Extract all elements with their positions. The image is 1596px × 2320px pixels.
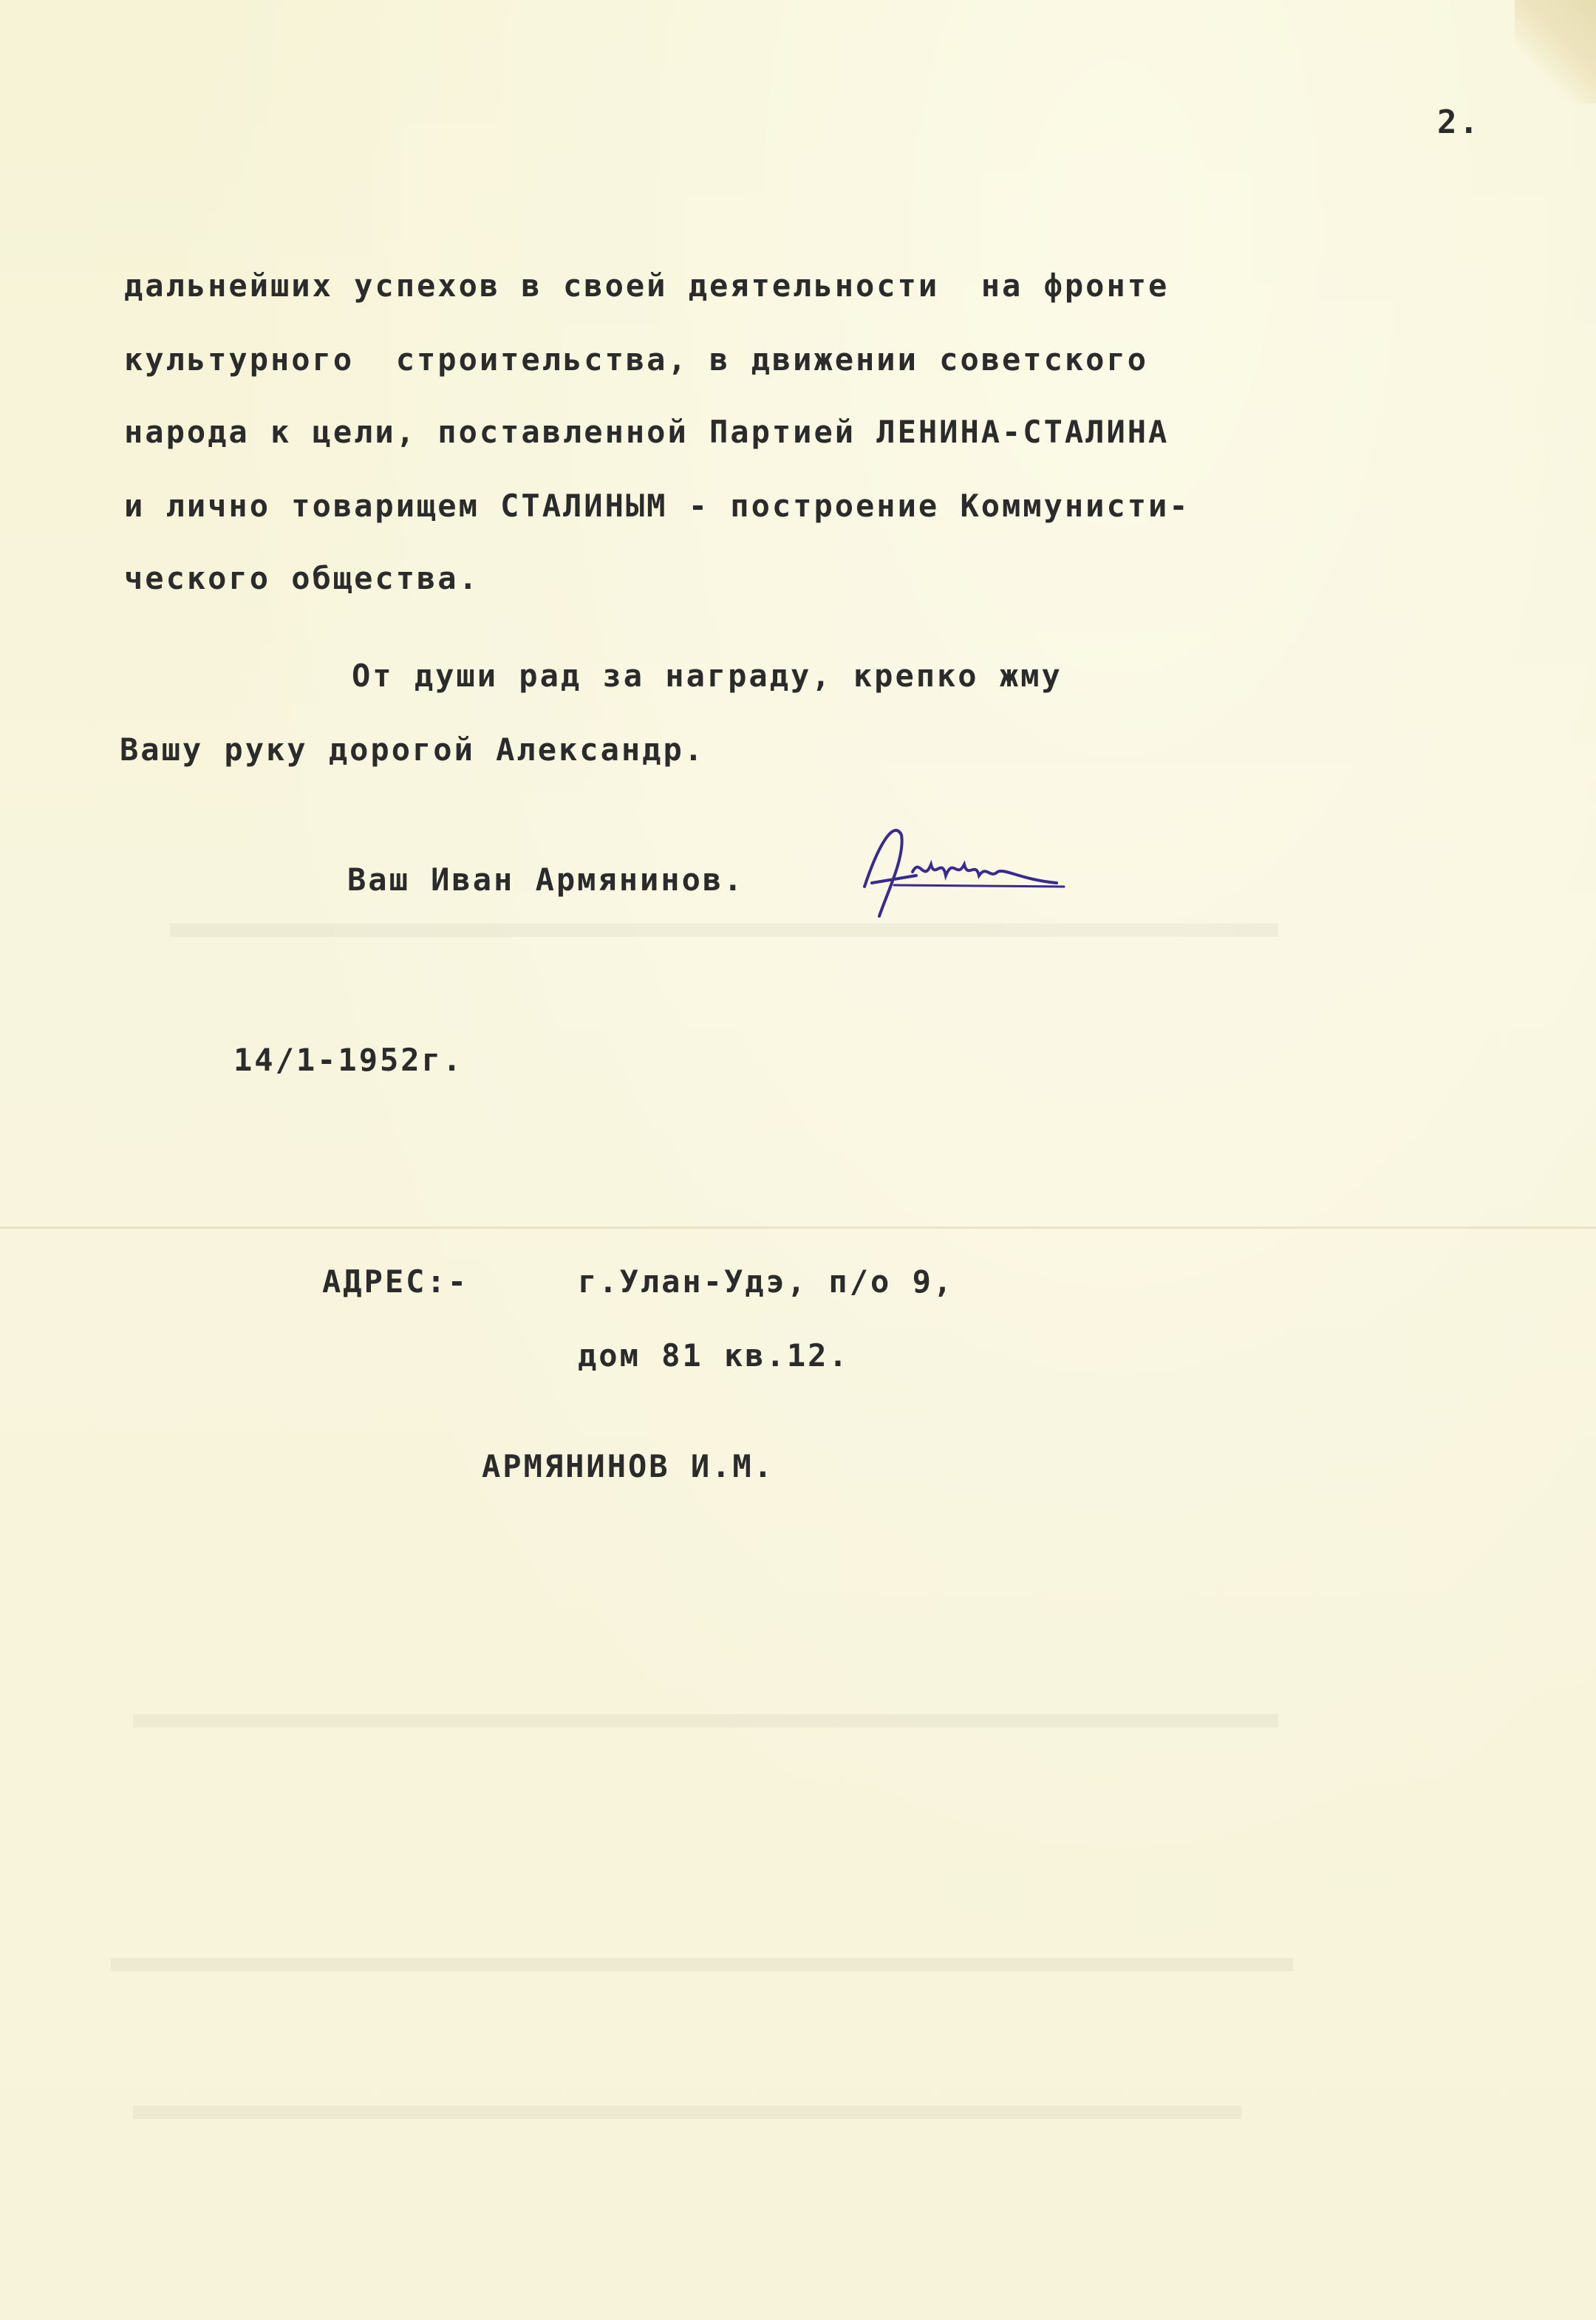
- address-line-1: г.Улан-Удэ, п/о 9,: [578, 1263, 955, 1300]
- body-line: дальнейших успехов в своей деятельности на фронте: [124, 267, 1170, 304]
- date: 14/1-1952г.: [233, 1042, 464, 1078]
- paper-fold: [0, 1226, 1596, 1229]
- paper-corner-stain: [1515, 0, 1596, 103]
- closing-line: От души рад за награду, крепко жму: [352, 658, 1063, 694]
- show-through-mark: [170, 924, 1278, 937]
- sender-name: АРМЯНИНОВ И.М.: [482, 1448, 775, 1484]
- address-label: АДРЕС:-: [322, 1263, 469, 1300]
- show-through-mark: [111, 1958, 1293, 1971]
- body-line: культурного строительства, в движении советского: [124, 341, 1149, 378]
- show-through-mark: [133, 1714, 1278, 1727]
- body-line: ческого общества.: [124, 560, 480, 596]
- handwritten-signature: [850, 813, 1071, 924]
- sign-off: Ваш Иван Армянинов.: [347, 862, 745, 898]
- closing-line: Вашу руку дорогой Александр.: [120, 731, 706, 768]
- show-through-mark: [133, 2106, 1241, 2119]
- body-line: и лично товарищем СТАЛИНЫМ - построение Коммунисти-: [124, 488, 1190, 524]
- page-number: 2.: [1437, 103, 1481, 141]
- address-line-2: дом 81 кв.12.: [578, 1337, 850, 1374]
- body-line: народа к цели, поставленной Партией ЛЕНИНА-СТАЛИНА: [124, 414, 1170, 450]
